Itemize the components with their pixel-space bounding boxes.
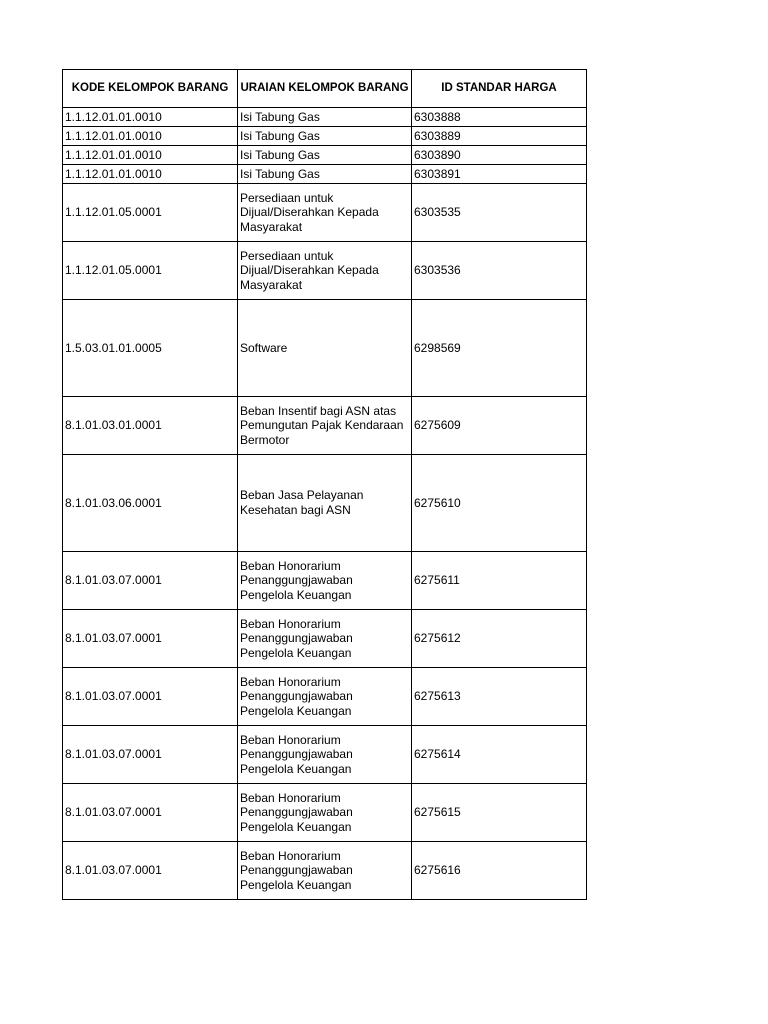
id-cell: 6275616: [412, 842, 587, 900]
id-cell: 6275609: [412, 397, 587, 455]
header-id-standar-harga: ID STANDAR HARGA: [412, 70, 587, 108]
kode-cell: 8.1.01.03.07.0001: [63, 784, 238, 842]
table-row: [63, 300, 587, 397]
uraian-cell: Persediaan untuk Dijual/Diserahkan Kepada Masyarakat: [238, 184, 412, 242]
id-cell: 6303889: [412, 127, 587, 146]
uraian-cell: Beban Jasa Pelayanan Kesehatan bagi ASN: [238, 455, 412, 552]
id-cell: 6275614: [412, 726, 587, 784]
id-cell: 6275615: [412, 784, 587, 842]
kode-cell: 1.1.12.01.01.0010: [63, 108, 238, 127]
uraian-cell: Beban Honorarium Penanggungjawaban Pengelola Keuangan: [238, 726, 412, 784]
uraian-cell: Beban Honorarium Penanggungjawaban Pengelola Keuangan: [238, 552, 412, 610]
kode-cell: 8.1.01.03.06.0001: [63, 455, 238, 552]
uraian-cell: Isi Tabung Gas: [238, 146, 412, 165]
id-cell: 6303536: [412, 242, 587, 300]
table-row: [63, 668, 587, 726]
uraian-cell: Beban Honorarium Penanggungjawaban Pengelola Keuangan: [238, 842, 412, 900]
uraian-cell: Isi Tabung Gas: [238, 165, 412, 184]
uraian-cell: Persediaan untuk Dijual/Diserahkan Kepada Masyarakat: [238, 242, 412, 300]
id-cell: 6303890: [412, 146, 587, 165]
table-row: [63, 108, 587, 127]
table-row: [63, 165, 587, 184]
id-cell: 6303888: [412, 108, 587, 127]
table-row: [63, 726, 587, 784]
id-cell: 6275612: [412, 610, 587, 668]
id-cell: 6298569: [412, 300, 587, 397]
table-row: [63, 242, 587, 300]
table-row: [63, 184, 587, 242]
header-kode-kelompok-barang: KODE KELOMPOK BARANG: [63, 70, 238, 108]
uraian-cell: Beban Honorarium Penanggungjawaban Pengelola Keuangan: [238, 784, 412, 842]
kode-cell: 1.1.12.01.05.0001: [63, 184, 238, 242]
table-row: [63, 842, 587, 900]
id-cell: 6275613: [412, 668, 587, 726]
kode-cell: 8.1.01.03.07.0001: [63, 726, 238, 784]
uraian-cell: Isi Tabung Gas: [238, 127, 412, 146]
id-cell: 6275610: [412, 455, 587, 552]
uraian-cell: Beban Honorarium Penanggungjawaban Pengelola Keuangan: [238, 610, 412, 668]
table-row: [63, 397, 587, 455]
table-row: [63, 552, 587, 610]
kode-cell: 8.1.01.03.07.0001: [63, 552, 238, 610]
header-row: [63, 70, 587, 108]
table-row: [63, 127, 587, 146]
kode-cell: 8.1.01.03.07.0001: [63, 842, 238, 900]
id-cell: 6275611: [412, 552, 587, 610]
uraian-cell: Software: [238, 300, 412, 397]
kode-cell: 8.1.01.03.07.0001: [63, 610, 238, 668]
table-row: [63, 455, 587, 552]
kode-cell: 1.1.12.01.01.0010: [63, 146, 238, 165]
standar-harga-table: [62, 69, 587, 900]
id-cell: 6303535: [412, 184, 587, 242]
kode-cell: 8.1.01.03.07.0001: [63, 668, 238, 726]
kode-cell: 1.1.12.01.05.0001: [63, 242, 238, 300]
kode-cell: 1.5.03.01.01.0005: [63, 300, 238, 397]
uraian-cell: Isi Tabung Gas: [238, 108, 412, 127]
table-row: [63, 146, 587, 165]
kode-cell: 1.1.12.01.01.0010: [63, 127, 238, 146]
kode-cell: 1.1.12.01.01.0010: [63, 165, 238, 184]
table-row: [63, 784, 587, 842]
uraian-cell: Beban Insentif bagi ASN atas Pemungutan Pajak Kendaraan Bermotor: [238, 397, 412, 455]
table-row: [63, 610, 587, 668]
kode-cell: 8.1.01.03.01.0001: [63, 397, 238, 455]
header-uraian-kelompok-barang: URAIAN KELOMPOK BARANG: [238, 70, 412, 108]
id-cell: 6303891: [412, 165, 587, 184]
uraian-cell: Beban Honorarium Penanggungjawaban Pengelola Keuangan: [238, 668, 412, 726]
